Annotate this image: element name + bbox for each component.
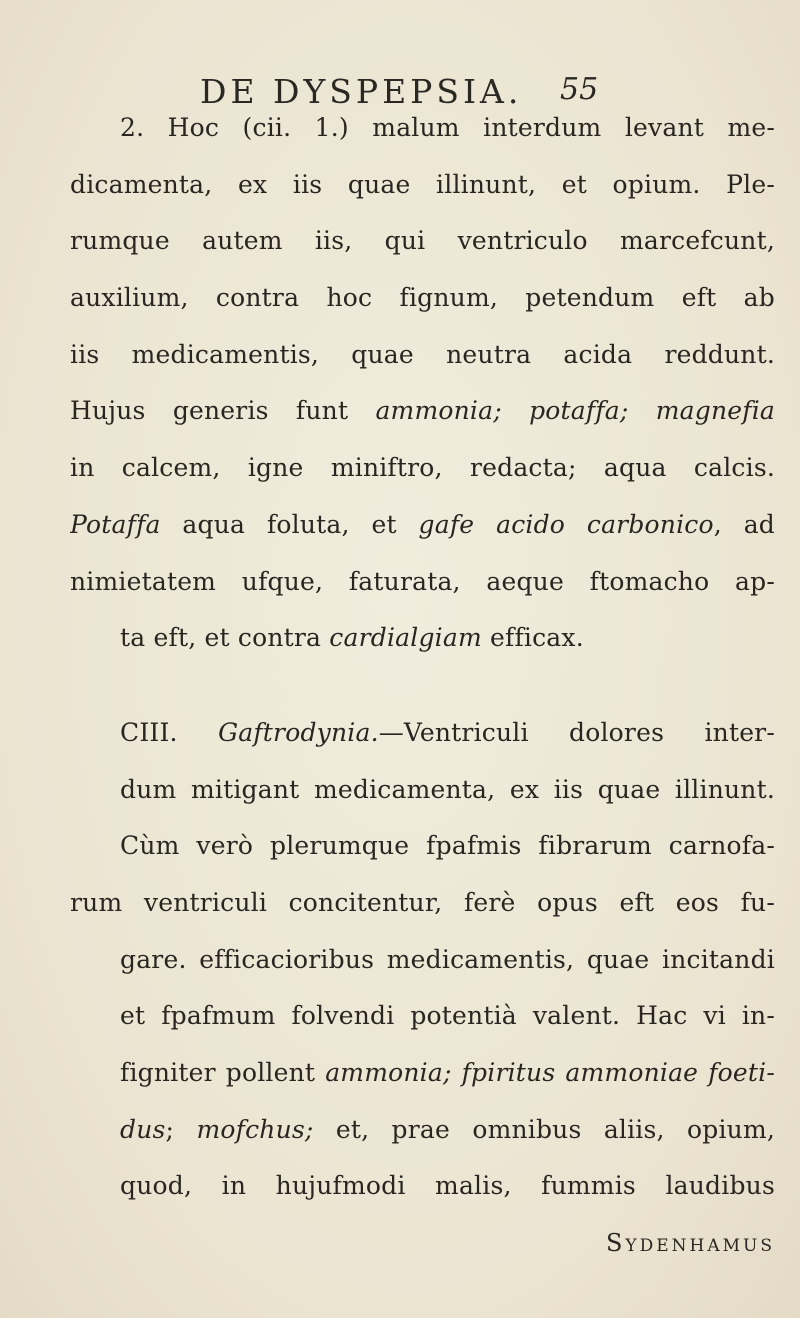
text-line: ta eft, et contra cardialgiam efficax.	[120, 623, 584, 653]
text-line: nimietatem ufque, faturata, aeque ftomacho ap-	[70, 566, 775, 596]
running-head: DE DYSPEPSIA.	[200, 72, 523, 111]
text-line: in calcem, igne miniftro, redacta; aqua calcis.	[70, 453, 775, 483]
text-line: dum mitigant medicamenta, ex iis quae illinunt.	[120, 774, 775, 804]
text-line: auxilium, contra hoc fignum, petendum eft ab	[70, 283, 775, 313]
paragraph-gap	[70, 667, 775, 705]
text-line: Cùm verò plerumque fpafmis fibrarum carnofa-	[120, 831, 775, 861]
text-line: quod, in hujufmodi malis, fummis laudibus	[120, 1171, 775, 1201]
text-line: dus; mofchus; et, prae omnibus aliis, opium,	[120, 1114, 775, 1144]
text-line: rum ventriculi concitentur, ferè opus eft eos fu-	[70, 887, 775, 917]
text-line: dicamenta, ex iis quae illinunt, et opium. Ple-	[70, 169, 775, 199]
text-line: rumque autem iis, qui ventriculo marcefcunt,	[70, 226, 775, 256]
body-text	[70, 100, 775, 1272]
text-line: figniter pollent ammonia; fpiritus ammoniae foeti-	[120, 1058, 775, 1087]
catchword: Sydenhamus	[605, 1229, 775, 1258]
text-line: 2. Hoc (cii. 1.) malum interdum levant me-	[120, 113, 775, 142]
text-line: Potaffa aqua foluta, et gafe acido carbonico, ad	[70, 509, 775, 539]
page-number: 55	[560, 72, 599, 107]
text-line: CIII. Gaftrodynia.—Ventriculi dolores inter-	[120, 717, 775, 747]
text-line: Hujus generis funt ammonia; potaffa; magnefia	[70, 396, 775, 426]
text-line: et fpafmum folvendi potentià valent. Hac vi in-	[120, 1001, 775, 1031]
text-line: iis medicamentis, quae neutra acida reddunt.	[70, 339, 775, 369]
text-line: gare. efficacioribus medicamentis, quae incitandi	[120, 944, 775, 974]
